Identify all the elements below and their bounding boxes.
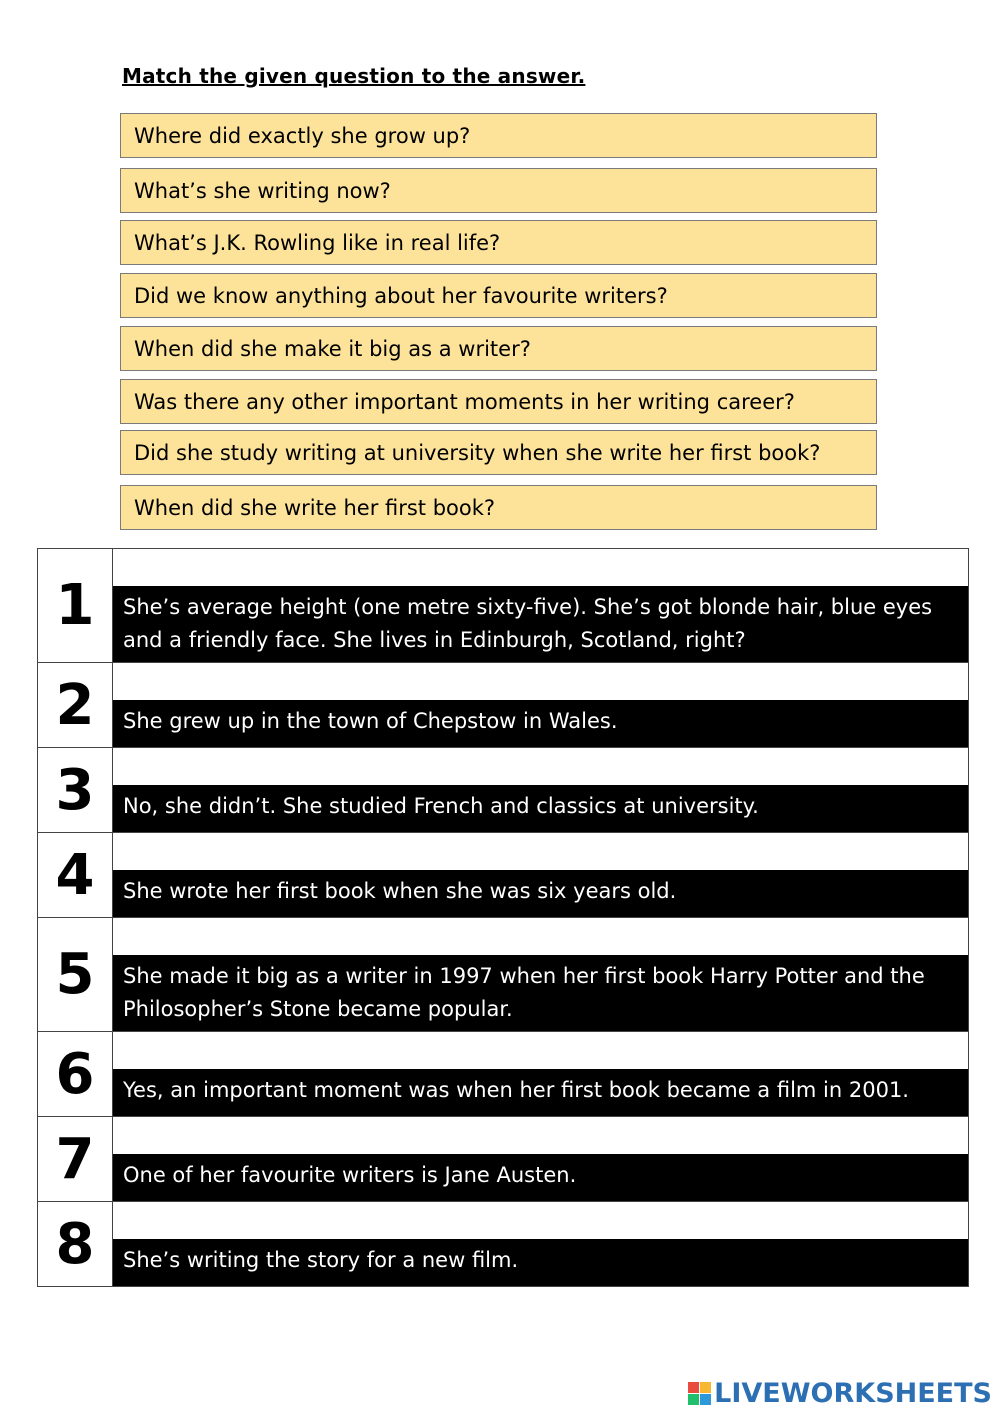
answer-text: She’s writing the story for a new film. — [113, 1239, 968, 1286]
row-number: 3 — [38, 748, 113, 832]
answer-text: One of her favourite writers is Jane Austen. — [113, 1154, 968, 1201]
logo-text: LIVEWORKSHEETS — [714, 1377, 992, 1409]
row-number: 2 — [38, 663, 113, 747]
answer-text: She wrote her first book when she was six years old. — [113, 870, 968, 917]
drop-zone[interactable] — [113, 918, 968, 955]
drop-zone[interactable] — [113, 1202, 968, 1239]
logo-square — [700, 1382, 711, 1393]
row-number: 4 — [38, 833, 113, 917]
answer-text: She’s average height (one metre sixty-five). She’s got blonde hair, blue eyes and a friendly face. She lives in Edinburgh, Scotland, right? — [113, 586, 968, 662]
instruction-title: Match the given question to the answer. — [122, 64, 586, 88]
row-number: 8 — [38, 1202, 113, 1286]
answer-text: Yes, an important moment was when her first book became a film in 2001. — [113, 1069, 968, 1116]
row-number: 5 — [38, 918, 113, 1031]
question-card[interactable]: Did we know anything about her favourite writers? — [120, 273, 877, 318]
answer-row — [38, 1032, 968, 1117]
logo-square — [688, 1382, 699, 1393]
drop-zone[interactable] — [113, 748, 968, 785]
question-card[interactable]: Did she study writing at university when she write her first book? — [120, 430, 877, 475]
logo-grid-icon — [688, 1382, 711, 1405]
drop-zone[interactable] — [113, 663, 968, 700]
logo-square — [700, 1394, 711, 1405]
drop-zone[interactable] — [113, 1032, 968, 1069]
row-number: 7 — [38, 1117, 113, 1201]
drop-zone[interactable] — [113, 1117, 968, 1154]
row-number: 6 — [38, 1032, 113, 1116]
answer-row — [38, 1117, 968, 1202]
drop-zone[interactable] — [113, 549, 968, 586]
row-number: 1 — [38, 549, 113, 662]
question-card[interactable]: When did she make it big as a writer? — [120, 326, 877, 371]
question-card[interactable]: Was there any other important moments in her writing career? — [120, 379, 877, 424]
question-card[interactable]: When did she write her first book? — [120, 485, 877, 530]
logo-square — [688, 1394, 699, 1405]
answer-text: She made it big as a writer in 1997 when her first book Harry Potter and the Philosopher’s Stone became popular. — [113, 955, 968, 1031]
answer-row — [38, 833, 968, 918]
answer-table — [37, 548, 969, 1287]
answer-text: She grew up in the town of Chepstow in Wales. — [113, 700, 968, 747]
question-card[interactable]: What’s she writing now? — [120, 168, 877, 213]
question-card[interactable]: Where did exactly she grow up? — [120, 113, 877, 158]
answer-row — [38, 1202, 968, 1286]
answer-row — [38, 663, 968, 748]
drop-zone[interactable] — [113, 833, 968, 870]
question-card[interactable]: What’s J.K. Rowling like in real life? — [120, 220, 877, 265]
liveworksheets-logo — [688, 1376, 992, 1410]
answer-row — [38, 748, 968, 833]
answer-row — [38, 918, 968, 1032]
answer-row — [38, 549, 968, 663]
answer-text: No, she didn’t. She studied French and classics at university. — [113, 785, 968, 832]
